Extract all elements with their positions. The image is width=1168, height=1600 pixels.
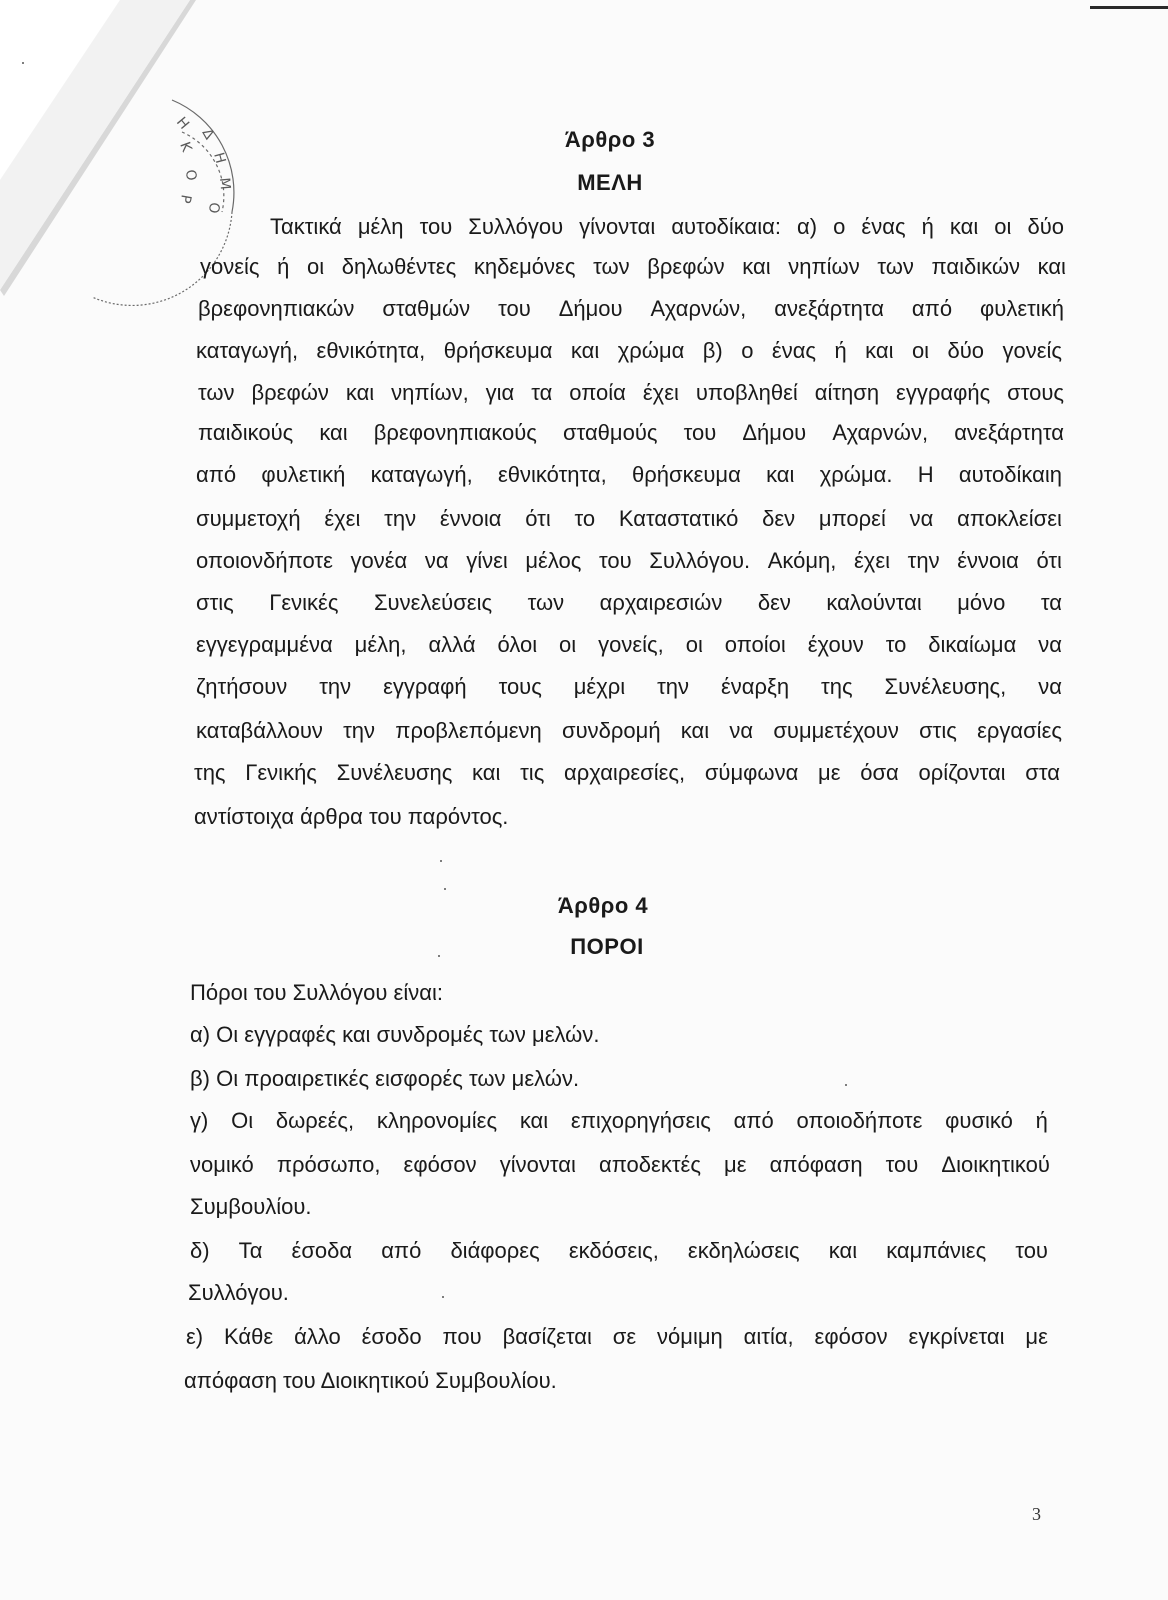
- word: ή: [1035, 1108, 1048, 1133]
- paragraph-line: Πόροι του Συλλόγου είναι:: [190, 980, 443, 1005]
- scan-speck: [438, 955, 440, 957]
- word: ζητήσουν: [196, 674, 288, 699]
- paragraph-line: [196, 674, 1062, 700]
- word: που: [442, 1324, 482, 1349]
- word: ή: [834, 338, 847, 363]
- word: έσοδα: [291, 1238, 353, 1263]
- word: δ): [190, 1238, 210, 1263]
- word: καταγωγή,: [196, 338, 299, 363]
- word: σταθμών: [382, 296, 471, 321]
- article-4-title: ΠΟΡΟΙ: [570, 934, 644, 959]
- word: γονείς: [200, 254, 260, 279]
- word: έννοια: [957, 548, 1019, 573]
- word: βρεφονηπιακών: [198, 296, 355, 321]
- word: εγγραφή: [383, 674, 467, 699]
- word: ε): [186, 1324, 204, 1349]
- word: εγκρίνεται: [908, 1324, 1005, 1349]
- word: και: [519, 1108, 549, 1133]
- word: διάφορες: [450, 1238, 540, 1263]
- word: και: [345, 380, 375, 405]
- scan-speck: [440, 860, 442, 862]
- word: εργασίες: [977, 718, 1062, 743]
- word: ότι: [1036, 548, 1062, 573]
- word: επιχορηγήσεις: [570, 1108, 711, 1133]
- svg-text:Μ: Μ: [216, 176, 234, 191]
- word: έχει: [854, 548, 891, 573]
- word: σε: [612, 1324, 637, 1349]
- word: την: [907, 548, 940, 573]
- word: Συνέλευσης,: [884, 674, 1007, 699]
- word: και: [472, 760, 501, 785]
- list-item-continuation: Συμβουλίου.: [190, 1194, 312, 1219]
- svg-text:Ο: Ο: [182, 168, 199, 182]
- word: στους: [1007, 380, 1064, 405]
- word: του: [598, 548, 632, 573]
- word: β): [702, 338, 723, 363]
- word: ότι: [525, 506, 551, 531]
- word: απόφαση: [769, 1152, 863, 1177]
- word: γίνονται: [579, 214, 656, 239]
- word: μέλη: [357, 214, 404, 239]
- word: την: [384, 506, 417, 531]
- word: Δήμου: [558, 296, 623, 321]
- word: τις: [520, 760, 545, 785]
- word: ένας: [861, 214, 906, 239]
- word: βασίζεται: [502, 1324, 592, 1349]
- word: του: [1015, 1238, 1048, 1263]
- list-item: α) Οι εγγραφές και συνδρομές των μελών.: [190, 1022, 600, 1047]
- word: αρχαιρεσιών: [599, 590, 723, 615]
- svg-text:Ο: Ο: [205, 201, 222, 215]
- paragraph-line: [196, 462, 1062, 488]
- word: Συνελεύσεις: [373, 590, 493, 615]
- word: τα: [531, 380, 553, 405]
- word: Δήμου: [742, 420, 807, 445]
- word: εκδόσεις,: [568, 1238, 659, 1263]
- word: των: [877, 254, 914, 279]
- word: οι: [307, 254, 325, 279]
- word: νομικό: [190, 1152, 254, 1177]
- scan-speck: [442, 1296, 444, 1298]
- word: έχουν: [807, 632, 864, 657]
- word: συνδρομή: [562, 718, 661, 743]
- svg-text:Δ: Δ: [198, 126, 218, 143]
- word: οποίοι: [724, 632, 786, 657]
- svg-text:Ρ: Ρ: [176, 193, 194, 205]
- paragraph-line: [198, 420, 1064, 446]
- word: εθνικότητα,: [316, 338, 426, 363]
- word: άλλο: [294, 1324, 341, 1349]
- word: οι: [994, 214, 1012, 239]
- word: στις: [919, 718, 957, 743]
- word: οι: [685, 632, 703, 657]
- word: ορίζονται: [918, 760, 1006, 785]
- word: δύο: [1027, 214, 1064, 239]
- word: δεν: [762, 506, 796, 531]
- word: κηδεμόνες: [473, 254, 576, 279]
- word: ή: [277, 254, 290, 279]
- word: βρεφών: [647, 254, 725, 279]
- word: σύμφωνα: [704, 760, 799, 785]
- word: Αχαρνών,: [832, 420, 929, 445]
- list-item-continuation: [190, 1152, 1050, 1178]
- paragraph-line: [196, 338, 1062, 364]
- word: νόμιμη: [657, 1324, 723, 1349]
- word: φυλετική: [980, 296, 1064, 321]
- word: μέλη,: [354, 632, 407, 657]
- word: χρώμα: [617, 338, 685, 363]
- word: ανεξάρτητα: [954, 420, 1064, 445]
- word: νηπίων,: [391, 380, 469, 405]
- word: ή: [921, 214, 934, 239]
- word: έχει: [324, 506, 361, 531]
- word: την: [343, 718, 376, 743]
- word: με: [818, 760, 841, 785]
- word: του: [885, 1152, 919, 1177]
- paragraph-line: [196, 548, 1062, 574]
- word: αλλά: [428, 632, 476, 657]
- word: αποδεκτές: [598, 1152, 701, 1177]
- word: οι: [911, 338, 930, 363]
- word: να: [909, 506, 934, 531]
- word: δωρεές,: [275, 1108, 355, 1133]
- word: δεν: [757, 590, 791, 615]
- word: από: [733, 1108, 774, 1133]
- word: Κάθε: [224, 1324, 274, 1349]
- paragraph-line: [196, 718, 1062, 744]
- paragraph-line: [196, 506, 1062, 532]
- word: και: [680, 718, 710, 743]
- svg-text:Η: Η: [210, 150, 229, 166]
- word: με: [724, 1152, 747, 1177]
- word: γίνει: [466, 548, 508, 573]
- word: Οι: [231, 1108, 254, 1133]
- word: των: [198, 380, 235, 405]
- word: σταθμούς: [563, 420, 658, 445]
- word: των: [527, 590, 565, 615]
- list-item: [190, 1238, 1048, 1264]
- word: καταγωγή,: [370, 462, 473, 487]
- word: φυλετική: [261, 462, 346, 487]
- paragraph-line: [200, 254, 1066, 280]
- paragraph-line: [196, 590, 1062, 616]
- word: οποιονδήποτε: [196, 548, 333, 573]
- word: έννοια: [439, 506, 502, 531]
- word: των: [593, 254, 630, 279]
- article-4-heading: Άρθρο 4: [557, 893, 649, 918]
- word: αυτοδίκαιη: [958, 462, 1062, 487]
- word: να: [424, 548, 449, 573]
- word: ο: [741, 338, 754, 363]
- word: αίτηση: [814, 380, 880, 405]
- word: της: [821, 674, 853, 699]
- word: παιδικών: [931, 254, 1020, 279]
- word: Συλλόγου: [468, 214, 564, 239]
- article-3-heading: Άρθρο 3: [564, 127, 656, 152]
- word: δηλωθέντες: [341, 254, 457, 279]
- word: αποκλείσει: [957, 506, 1062, 531]
- word: Ακόμη,: [767, 548, 837, 573]
- paragraph-line: [270, 214, 1064, 240]
- word: Γενικές: [269, 590, 339, 615]
- scan-speck: [845, 1084, 847, 1086]
- word: χρώμα.: [819, 462, 893, 487]
- word: και: [319, 420, 348, 445]
- word: μπορεί: [818, 506, 886, 531]
- word: και: [949, 214, 979, 239]
- word: αυτοδίκαια:: [671, 214, 781, 239]
- word: μέλος: [525, 548, 582, 573]
- word: νηπίων: [788, 254, 860, 279]
- word: καμπάνιες: [886, 1238, 987, 1263]
- svg-text:Η: Η: [172, 114, 192, 133]
- word: συμμετέχουν: [773, 718, 899, 743]
- word: πρόσωπο,: [276, 1152, 381, 1177]
- word: υποβληθεί: [695, 380, 798, 405]
- word: να: [729, 718, 754, 743]
- word: εκδηλώσεις: [687, 1238, 800, 1263]
- svg-text:Κ: Κ: [176, 139, 195, 155]
- word: Γενικής: [245, 760, 317, 785]
- word: Συλλόγου.: [649, 548, 751, 573]
- word: έναρξη: [720, 674, 790, 699]
- paragraph-line: [196, 632, 1062, 658]
- word: του: [498, 296, 531, 321]
- paragraph-line: [198, 296, 1064, 322]
- word: Τα: [238, 1238, 263, 1263]
- word: να: [1038, 632, 1062, 657]
- word: προβλεπόμενη: [395, 718, 542, 743]
- word: από: [381, 1238, 422, 1263]
- word: γ): [190, 1108, 209, 1133]
- word: μόνο: [957, 590, 1006, 615]
- word: έχει: [642, 380, 679, 405]
- word: οι: [559, 632, 577, 657]
- word: και: [828, 1238, 858, 1263]
- word: και: [766, 462, 795, 487]
- scan-speck: [444, 888, 446, 890]
- paragraph-line: [198, 380, 1064, 406]
- list-item: [190, 1108, 1048, 1134]
- word: εγγεγραμμένα: [196, 632, 333, 657]
- word: δικαίωμα: [928, 632, 1017, 657]
- word: και: [1037, 254, 1066, 279]
- word: Συνέλευσης: [336, 760, 453, 785]
- word: παιδικούς: [198, 420, 294, 445]
- word: του: [683, 420, 717, 445]
- article-3-title: ΜΕΛΗ: [577, 170, 643, 195]
- word: τα: [1040, 590, 1062, 615]
- paragraph-line: [194, 760, 1060, 786]
- word: φυσικό: [945, 1108, 1013, 1133]
- word: το: [885, 632, 907, 657]
- word: στις: [196, 590, 234, 615]
- list-item-continuation: Συλλόγου.: [188, 1280, 289, 1305]
- word: α): [797, 214, 818, 239]
- word: γονείς: [1002, 338, 1062, 363]
- word: και: [742, 254, 771, 279]
- word: για: [485, 380, 515, 405]
- word: οποία: [569, 380, 626, 405]
- word: κληρονομίες: [376, 1108, 498, 1133]
- word: έσοδο: [361, 1324, 422, 1349]
- list-item: [186, 1324, 1048, 1350]
- word: βρεφών: [251, 380, 329, 405]
- word: εγγραφής: [896, 380, 991, 405]
- word: εφόσον: [403, 1152, 477, 1177]
- word: και: [570, 338, 600, 363]
- word: όσα: [860, 760, 899, 785]
- word: θρήσκευμα: [632, 462, 741, 487]
- word: γονείς,: [598, 632, 664, 657]
- word: μέχρι: [573, 674, 626, 699]
- word: στα: [1025, 760, 1060, 785]
- word: Τακτικά: [270, 214, 342, 239]
- paragraph-line: αντίστοιχα άρθρα του παρόντος.: [194, 804, 509, 829]
- word: να: [1038, 674, 1062, 699]
- word: την: [657, 674, 690, 699]
- word: εφόσον: [814, 1324, 888, 1349]
- word: Η: [917, 462, 934, 487]
- word: του: [419, 214, 453, 239]
- word: γονέα: [350, 548, 408, 573]
- word: ένας: [771, 338, 817, 363]
- word: και: [865, 338, 894, 363]
- word: γίνονται: [499, 1152, 576, 1177]
- word: από: [196, 462, 237, 487]
- scan-edge-line: [1090, 6, 1168, 9]
- word: συμμετοχή: [196, 506, 301, 531]
- word: όλοι: [497, 632, 538, 657]
- word: δύο: [947, 338, 985, 363]
- word: τους: [498, 674, 542, 699]
- word: θρήσκευμα: [443, 338, 553, 363]
- word: καταβάλλουν: [196, 718, 323, 743]
- word: το: [574, 506, 596, 531]
- word: εθνικότητα,: [497, 462, 607, 487]
- word: αρχαιρεσίες,: [564, 760, 686, 785]
- word: ανεξάρτητα: [774, 296, 884, 321]
- scan-speck: [22, 62, 24, 64]
- word: ο: [833, 214, 846, 239]
- word: Αχαρνών,: [650, 296, 747, 321]
- list-item: β) Οι προαιρετικές εισφορές των μελών.: [190, 1066, 580, 1091]
- list-item-continuation: απόφαση του Διοικητικού Συμβουλίου.: [184, 1368, 557, 1393]
- word: της: [194, 760, 226, 785]
- page-number: 3: [1032, 1504, 1041, 1524]
- word: οποιοδήποτε: [796, 1108, 923, 1133]
- word: την: [319, 674, 352, 699]
- word: βρεφονηπιακούς: [373, 420, 537, 445]
- word: Καταστατικό: [618, 506, 739, 531]
- word: Διοικητικού: [941, 1152, 1050, 1177]
- word: από: [911, 296, 953, 321]
- word: με: [1025, 1324, 1048, 1349]
- word: καλούνται: [826, 590, 922, 615]
- word: αιτία,: [743, 1324, 794, 1349]
